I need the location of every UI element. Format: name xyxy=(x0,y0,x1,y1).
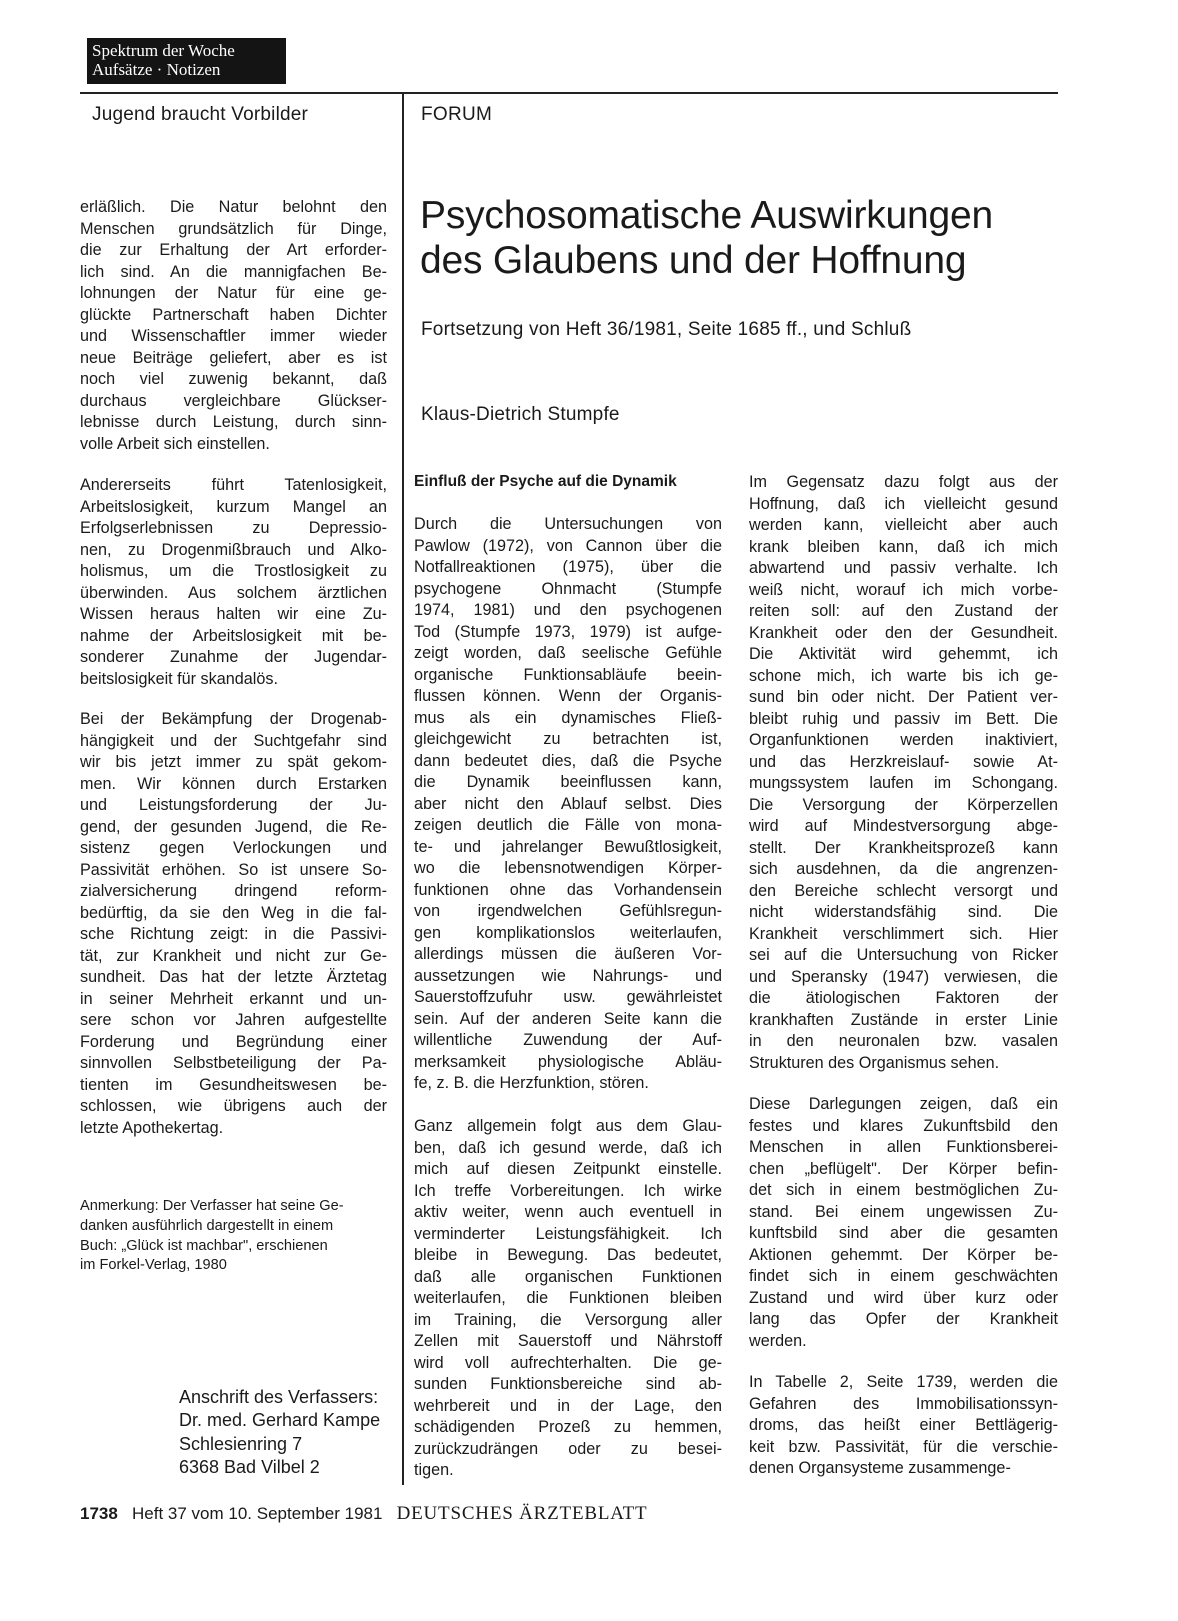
text-line: men. Wir können durch Erstarken xyxy=(80,774,387,793)
article-author: Klaus-Dietrich Stumpfe xyxy=(421,404,620,425)
text-line: werden kann, vielleicht aber auch xyxy=(749,516,1058,534)
text-line: Ganz allgemein folgt aus dem Glau- xyxy=(414,1117,722,1135)
paragraph xyxy=(749,1372,1058,1480)
text-line: die ätiologischen Faktoren der xyxy=(749,989,1058,1007)
text-line: glückte Partnerschaft haben Dichter xyxy=(80,305,387,324)
text-line: weiß nicht, worauf ich mich vorbe- xyxy=(749,580,1058,599)
text-line: det sich in einem bestmöglichen Zu- xyxy=(749,1181,1058,1199)
text-line: flussen können. Wenn der Organis- xyxy=(414,687,722,705)
text-line: aber nicht den Ablauf selbst. Dies xyxy=(414,794,722,813)
text-line: und Speransky (1947) verwiesen, die xyxy=(749,967,1058,986)
text-line: sinnvollen Selbstbeteiligung der Pa- xyxy=(80,1054,387,1072)
text-line: tigen. xyxy=(414,1461,454,1479)
text-line: chen „beflügelt". Der Körper befin- xyxy=(749,1159,1058,1178)
text-line: nen, zu Drogenmißbrauch und Alko- xyxy=(80,540,387,559)
text-line: von irgendwelchen Gefühlsregun- xyxy=(414,902,722,920)
text-line: in seiner Mehrheit erkannt und un- xyxy=(80,989,387,1008)
text-line: im Training, die Versorgung aller xyxy=(414,1310,722,1329)
text-line: lang das Opfer der Krankheit xyxy=(749,1310,1058,1328)
text-line: Bei der Bekämpfung der Drogenab- xyxy=(80,710,387,728)
text-line: reiten soll: auf den Zustand der xyxy=(749,602,1058,620)
text-line: Sauerstoffzufuhr usw. gewährleistet xyxy=(414,988,722,1006)
text-line: zeigt worden, daß seelische Gefühle xyxy=(414,644,722,662)
text-line: willentliche Zuwendung der Auf- xyxy=(414,1031,722,1049)
text-line: Andererseits führt Tatenlosigkeit, xyxy=(80,476,387,494)
text-line: erläßlich. Die Natur belohnt den xyxy=(80,198,387,216)
text-line: im Forkel-Verlag, 1980 xyxy=(80,1257,227,1274)
paragraph xyxy=(414,514,722,1095)
text-line: durchaus vergleichbare Glückser- xyxy=(80,391,387,410)
text-line: 1974, 1981) und den psychogenen xyxy=(414,601,722,619)
text-line: Forderung und Begründung einer xyxy=(80,1032,387,1051)
text-line: sistenz gegen Verlockungen und xyxy=(80,839,387,857)
text-line: sund bin oder nicht. Der Patient ver- xyxy=(749,688,1058,706)
text-line: stellt. Der Krankheitsprozeß kann xyxy=(749,838,1058,857)
text-line: hängigkeit und der Suchtgefahr sind xyxy=(80,731,387,750)
text-line: neue Beiträge geliefert, aber es ist xyxy=(80,348,387,367)
article-title xyxy=(420,193,1060,283)
text-line: Krankheit verschlimmert sich. Hier xyxy=(749,924,1058,943)
text-line: Buch: „Glück ist machbar", erschienen xyxy=(80,1237,328,1254)
column-divider xyxy=(402,92,404,1485)
text-line: bleibe in Bewegung. Das bedeutet, xyxy=(414,1246,722,1264)
text-line: psychogene Ohnmacht (Stumpfe xyxy=(414,579,722,598)
text-line: sei auf die Untersuchung von Ricker xyxy=(749,946,1058,964)
text-line: Notfallreaktionen (1975), über die xyxy=(414,558,722,576)
text-line: Aktionen gehemmt. Der Körper be- xyxy=(749,1245,1058,1264)
text-line: den Bereiche schlecht versorgt und xyxy=(749,881,1058,900)
text-line: denen Organsysteme zusammenge- xyxy=(749,1459,1011,1477)
text-line: findet sich in einem geschwächten xyxy=(749,1267,1058,1285)
text-line: daß alle organischen Funktionen xyxy=(414,1267,722,1286)
text-line: Zustand und wird über kurz oder xyxy=(749,1288,1058,1307)
paragraph xyxy=(80,197,387,455)
section-heading: Einfluß der Psyche auf die Dynamik xyxy=(414,473,677,490)
footer-rule xyxy=(402,1484,404,1485)
text-line: tienten im Gesundheitswesen be- xyxy=(80,1075,387,1094)
text-line: merksamkeit physiologische Abläu- xyxy=(414,1052,722,1071)
text-line: in den neuronalen bzw. vasalen xyxy=(749,1032,1058,1050)
section-label-box xyxy=(87,38,286,84)
text-line: wird voll aufrechterhalten. Die ge- xyxy=(414,1353,722,1372)
text-line: schädigenden Prozeß zu hemmen, xyxy=(414,1418,722,1436)
text-line: zialversicherung dringend reform- xyxy=(80,882,387,900)
text-line: Arbeitslosigkeit, kurzum Mangel an xyxy=(80,497,387,516)
text-line: ben, daß ich gesund werde, daß ich xyxy=(414,1138,722,1157)
text-line: bedürftig, da sie den Weg in die fal- xyxy=(80,903,387,922)
text-line: werden. xyxy=(749,1331,807,1350)
text-line: wir bis jetzt immer zu spät gekom- xyxy=(80,753,387,771)
text-line: Menschen grundsätzlich für Dinge, xyxy=(80,219,387,238)
text-line: krankhaften Zustände in erster Linie xyxy=(749,1010,1058,1029)
text-line: mungssystem laufen im Schongang. xyxy=(749,774,1058,792)
text-line: In Tabelle 2, Seite 1739, werden die xyxy=(749,1373,1058,1391)
text-line: Wissen heraus halten wir eine Zu- xyxy=(80,605,387,623)
text-line: mich auf diesen Zeitpunkt einstelle. xyxy=(414,1160,722,1178)
text-line: tät, zur Krankheit und nicht zur Ge- xyxy=(80,946,387,965)
text-line: Die Aktivität wird gehemmt, ich xyxy=(749,645,1058,663)
text-line: sein. Auf der anderen Seite kann die xyxy=(414,1009,722,1028)
text-line: und das Herzkreislauf- sowie At- xyxy=(749,752,1058,771)
text-line: nicht widerstandsfähig sind. Die xyxy=(749,903,1058,921)
text-line: sche Richtung zeigt: in die Passivi- xyxy=(80,925,387,943)
text-line: sonderer Zunahme der Jugendar- xyxy=(80,648,387,666)
issue-info: Heft 37 vom 10. September 1981 xyxy=(132,1504,383,1523)
text-line: und Leistungsforderung der Ju- xyxy=(80,796,387,814)
text-line: fe, z. B. die Herzfunktion, stören. xyxy=(414,1074,649,1092)
text-line: kunftsbild sind aber die gesamten xyxy=(749,1224,1058,1242)
text-line: Pawlow (1972), von Cannon über die xyxy=(414,536,722,555)
text-line: Im Gegensatz dazu folgt aus der xyxy=(749,473,1058,491)
text-line: aussetzungen wie Nahrungs- und xyxy=(414,966,722,985)
text-line: Gefahren des Immobilisationssyn- xyxy=(749,1394,1058,1413)
text-line: Krankheit oder den der Gesundheit. xyxy=(749,623,1058,642)
text-line: Die Versorgung der Körperzellen xyxy=(749,795,1058,814)
section-title-left: Jugend braucht Vorbilder xyxy=(92,104,309,125)
text-line: noch viel zuwenig bekannt, daß xyxy=(80,370,387,388)
text-line: keit bzw. Passivität, für die verschie- xyxy=(749,1437,1058,1456)
text-line: sunden Funktionsbereiche sind ab- xyxy=(414,1375,722,1393)
text-line: volle Arbeit sich einstellen. xyxy=(80,434,270,453)
page-footer xyxy=(80,1503,647,1525)
text-line: Diese Darlegungen zeigen, daß ein xyxy=(749,1095,1058,1113)
text-line: die Dynamik beeinflussen kann, xyxy=(414,773,722,791)
text-line: gen komplikationslos weiterlaufen, xyxy=(414,923,722,942)
text-line: schone mich, ich warte bis ich ge- xyxy=(749,666,1058,685)
address-line: Schlesienring 7 xyxy=(179,1433,303,1454)
section-label-line-1: Spektrum der Woche xyxy=(92,41,235,60)
address-line: Dr. med. Gerhard Kampe xyxy=(179,1410,381,1431)
section-title-forum: FORUM xyxy=(421,104,493,125)
text-line: sundheit. Das hat der letzte Ärztetag xyxy=(80,968,387,986)
text-line: dann bedeutet dies, daß die Psyche xyxy=(414,751,722,770)
section-label-line-2: Aufsätze · Notizen xyxy=(92,60,221,79)
paragraph xyxy=(414,1116,722,1482)
text-line: lich sind. An die mannigfachen Be- xyxy=(80,262,387,281)
text-line: Hoffnung, daß ich vielleicht gesund xyxy=(749,494,1058,513)
address-line: 6368 Bad Vilbel 2 xyxy=(179,1456,320,1477)
text-line: verminderter Leistungsfähigkeit. Ich xyxy=(414,1224,722,1243)
text-line: bleibt ruhig und passiv im Bett. Die xyxy=(749,709,1058,728)
text-line: abwartend und passiv verhalte. Ich xyxy=(749,559,1058,577)
text-line: Tod (Stumpfe 1973, 1979) ist aufge- xyxy=(414,622,722,641)
text-line: Passivität erhöhen. So ist unsere So- xyxy=(80,860,387,879)
text-line: holismus, um die Trostlosigkeit zu xyxy=(80,562,387,580)
text-line: Menschen in allen Funktionsberei- xyxy=(749,1138,1058,1156)
text-line: funktionen ohne das Vorhandensein xyxy=(414,880,722,899)
author-note xyxy=(80,1197,380,1276)
paragraph xyxy=(80,709,387,1139)
text-line: festes und klares Zukunftsbild den xyxy=(749,1116,1058,1135)
text-line: te- und jahrelanger Bewußtlosigkeit, xyxy=(414,837,722,856)
text-line: Durch die Untersuchungen von xyxy=(414,515,722,533)
paragraph xyxy=(749,472,1058,1074)
text-line: Erfolgserlebnissen zu Depressio- xyxy=(80,519,387,537)
author-address xyxy=(179,1386,380,1479)
text-line: lohnungen der Natur für eine ge- xyxy=(80,284,387,302)
article-subtitle: Fortsetzung von Heft 36/1981, Seite 1685 ff., und Schluß xyxy=(421,319,912,340)
text-line: zurückzudrängen oder zu besei- xyxy=(414,1439,722,1458)
text-line: lebnisse durch Leistung, durch sinn- xyxy=(80,413,387,431)
text-line: krank bleiben kann, daß ich mich xyxy=(749,537,1058,556)
text-line: stand. Bei einem ungewissen Zu- xyxy=(749,1202,1058,1221)
text-line: zeigen deutlich die Fälle von mona- xyxy=(414,816,722,834)
article-title-line-2: des Glaubens und der Hoffnung xyxy=(420,239,967,282)
paragraph xyxy=(749,1094,1058,1352)
text-line: wo die lebensnotwendigen Körper- xyxy=(414,859,722,877)
text-line: sich ausdehnen, da die angrenzen- xyxy=(749,860,1058,878)
text-line: droms, das heißt einer Bettlägerig- xyxy=(749,1416,1058,1434)
text-line: mus als ein dynamisches Fließ- xyxy=(414,708,722,727)
text-line: Organfunktionen werden inaktiviert, xyxy=(749,731,1058,749)
text-line: allerdings müssen die äußeren Vor- xyxy=(414,945,722,963)
text-line: wehrbereit und in der Lage, den xyxy=(414,1396,722,1415)
paragraph xyxy=(80,475,387,690)
text-line: nahme der Arbeitslosigkeit mit be- xyxy=(80,626,387,645)
text-line: sere schon vor Jahren aufgestellte xyxy=(80,1011,387,1029)
page-number: 1738 xyxy=(80,1504,118,1523)
text-line: organische Funktionsabläufe beein- xyxy=(414,665,722,684)
text-line: aktiv weiter, wenn auch eventuell in xyxy=(414,1203,722,1221)
text-line: Anmerkung: Der Verfasser hat seine Ge- xyxy=(80,1198,344,1214)
text-line: danken ausführlich dargestellt in einem xyxy=(80,1217,334,1234)
journal-name: DEUTSCHES ÄRZTEBLATT xyxy=(396,1503,648,1524)
article-title-line-1: Psychosomatische Auswirkungen xyxy=(420,194,993,237)
text-line: die zur Erhaltung der Art erforder- xyxy=(80,241,387,259)
text-line: Zellen mit Sauerstoff und Nährstoff xyxy=(414,1332,722,1350)
header-rule xyxy=(80,92,1058,94)
address-line: Anschrift des Verfassers: xyxy=(179,1387,379,1407)
text-line: beitslosigkeit für skandalös. xyxy=(80,669,278,688)
text-line: weiterlaufen, die Funktionen bleiben xyxy=(414,1289,722,1307)
text-line: wird auf Mindestversorgung abge- xyxy=(749,817,1058,835)
text-line: schlossen, wie übrigens auch der xyxy=(80,1097,387,1115)
text-line: und Wissenschaftler immer wieder xyxy=(80,327,387,345)
text-line: gend, der gesunden Jugend, die Re- xyxy=(80,817,387,836)
text-line: überwinden. Aus solchem ärztlichen xyxy=(80,583,387,602)
text-line: gleichgewicht zu betrachten ist, xyxy=(414,730,722,748)
text-line: letzte Apothekertag. xyxy=(80,1118,224,1137)
text-line: Strukturen des Organismus sehen. xyxy=(749,1053,1000,1072)
text-line: Ich treffe Vorbereitungen. Ich wirke xyxy=(414,1181,722,1200)
